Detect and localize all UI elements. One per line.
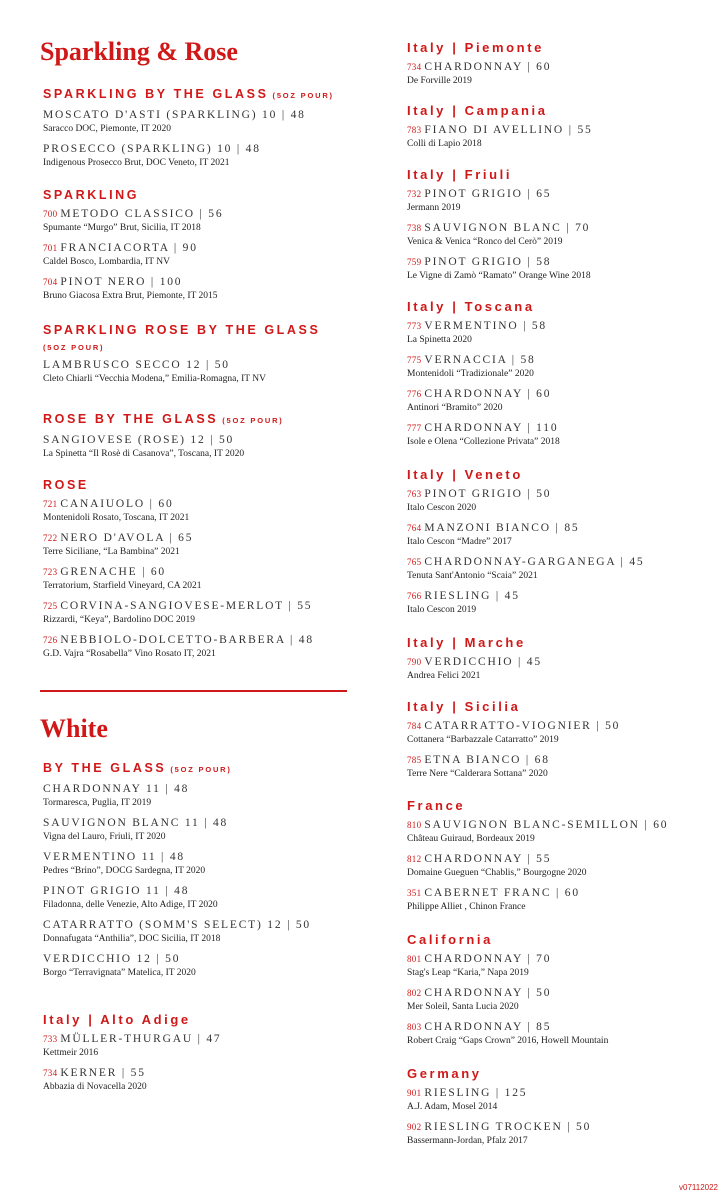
section-divider bbox=[40, 690, 347, 692]
wine-name bbox=[43, 633, 363, 648]
bin-number: 790 bbox=[407, 657, 422, 667]
wine-name-text: NEBBIOLO-DOLCETTO-BARBERA | 48 bbox=[60, 634, 314, 646]
section-heading: Italy | Marche bbox=[407, 635, 526, 650]
wine-item bbox=[407, 1020, 717, 1048]
wine-name bbox=[43, 142, 363, 157]
wine-description: Bruno Giacosa Extra Brut, Piemonte, IT 2015 bbox=[43, 291, 218, 301]
wine-item bbox=[407, 60, 717, 88]
section-veneto bbox=[407, 467, 717, 623]
wine-name bbox=[43, 782, 363, 797]
wine-item bbox=[407, 655, 717, 683]
wine-item bbox=[407, 187, 717, 215]
wine-list bbox=[407, 818, 717, 914]
wine-name bbox=[407, 952, 717, 967]
wine-name-text: MÜLLER-THURGAU | 47 bbox=[60, 1033, 222, 1045]
wine-name bbox=[43, 108, 363, 123]
wine-item bbox=[43, 108, 363, 136]
wine-name bbox=[43, 884, 363, 899]
wine-list bbox=[43, 358, 363, 386]
wine-item bbox=[43, 782, 363, 810]
bin-number: 803 bbox=[407, 1022, 422, 1032]
section-heading: Germany bbox=[407, 1066, 482, 1081]
wine-description: Montenidoli Rosato, Toscana, IT 2021 bbox=[43, 513, 190, 523]
wine-item bbox=[43, 599, 363, 627]
bin-number: 785 bbox=[407, 755, 422, 765]
wine-name-text: CHARDONNAY | 70 bbox=[424, 953, 552, 965]
wine-name bbox=[43, 816, 363, 831]
wine-item bbox=[43, 531, 363, 559]
wine-name-text: SANGIOVESE (ROSE) 12 | 50 bbox=[43, 434, 235, 446]
wine-name-text: LAMBRUSCO SECCO 12 | 50 bbox=[43, 359, 230, 371]
bin-number: 726 bbox=[43, 635, 58, 645]
section-heading: ROSE BY THE GLASS (5OZ POUR) bbox=[43, 412, 284, 426]
section-france bbox=[407, 798, 717, 920]
wine-name-text: CHARDONNAY | 55 bbox=[424, 853, 552, 865]
wine-name-text: PINOT NERO | 100 bbox=[60, 276, 183, 288]
wine-item bbox=[407, 719, 717, 747]
bin-number: 738 bbox=[407, 223, 422, 233]
wine-description: Andrea Felici 2021 bbox=[407, 671, 481, 681]
wine-name-text: CHARDONNAY-GARGANEGA | 45 bbox=[424, 556, 645, 568]
wine-name bbox=[43, 918, 363, 933]
wine-name bbox=[407, 655, 717, 670]
pour-note: (5OZ POUR) bbox=[170, 765, 232, 774]
wine-name-text: VERNACCIA | 58 bbox=[424, 354, 536, 366]
wine-item bbox=[43, 1032, 363, 1060]
wine-name bbox=[43, 433, 363, 448]
wine-item bbox=[407, 255, 717, 283]
section-rose-glass bbox=[43, 411, 363, 467]
wine-name bbox=[407, 886, 717, 901]
wine-list bbox=[43, 497, 363, 661]
wine-name-text: KERNER | 55 bbox=[60, 1067, 146, 1079]
section-friuli bbox=[407, 167, 717, 289]
wine-name-text: MOSCATO D'ASTI (SPARKLING) 10 | 48 bbox=[43, 109, 306, 121]
bin-number: 902 bbox=[407, 1122, 422, 1132]
wine-name bbox=[407, 187, 717, 202]
wine-name-text: GRENACHE | 60 bbox=[60, 566, 166, 578]
wine-description: Cottanera “Barbazzale Catarratto” 2019 bbox=[407, 735, 559, 745]
section-white-by-glass bbox=[43, 760, 363, 986]
section-germany bbox=[407, 1066, 717, 1154]
bin-number: 783 bbox=[407, 125, 422, 135]
wine-name-text: CATARRATTO-VIOGNIER | 50 bbox=[424, 720, 621, 732]
wine-item bbox=[407, 589, 717, 617]
section-heading: Italy | Friuli bbox=[407, 167, 513, 182]
wine-item bbox=[407, 521, 717, 549]
section-heading: SPARKLING BY THE GLASS (5OZ POUR) bbox=[43, 87, 334, 101]
wine-description: Bassermann-Jordan, Pfalz 2017 bbox=[407, 1136, 528, 1146]
wine-name bbox=[43, 531, 363, 546]
wine-item bbox=[43, 142, 363, 170]
wine-item bbox=[43, 497, 363, 525]
section-heading: SPARKLING bbox=[43, 188, 140, 202]
wine-description: La Spinetta “Il Rosè di Casanova”, Toscana, IT 2020 bbox=[43, 449, 245, 459]
wine-name-text: CABERNET FRANC | 60 bbox=[424, 887, 580, 899]
wine-description: Domaine Gueguen “Chablis,” Bourgogne 2020 bbox=[407, 868, 587, 878]
wine-name-text: PINOT GRIGIO | 65 bbox=[424, 188, 552, 200]
bin-number: 766 bbox=[407, 591, 422, 601]
white-title: White bbox=[40, 714, 108, 743]
wine-name-text: METODO CLASSICO | 56 bbox=[60, 208, 224, 220]
bin-number: 721 bbox=[43, 499, 58, 509]
version-code: v07112022 bbox=[679, 1183, 718, 1192]
wine-description: Rizzardi, “Keya”, Bardolino DOC 2019 bbox=[43, 615, 195, 625]
wine-name bbox=[407, 589, 717, 604]
pour-note: (5OZ POUR) bbox=[43, 343, 105, 352]
page-title: Sparkling & Rose bbox=[40, 37, 238, 66]
wine-description: Isole e Olena “Collezione Privata” 2018 bbox=[407, 437, 560, 447]
wine-name-text: NERO D'AVOLA | 65 bbox=[60, 532, 194, 544]
wine-description: Mer Soleil, Santa Lucia 2020 bbox=[407, 1002, 519, 1012]
section-heading: France bbox=[407, 798, 466, 813]
wine-name-text: CORVINA-SANGIOVESE-MERLOT | 55 bbox=[60, 600, 313, 612]
bin-number: 802 bbox=[407, 988, 422, 998]
wine-name-text: MANZONI BIANCO | 85 bbox=[424, 522, 580, 534]
wine-item bbox=[407, 353, 717, 381]
wine-name-text: CANAIUOLO | 60 bbox=[60, 498, 174, 510]
wine-name bbox=[43, 565, 363, 580]
bin-number: 351 bbox=[407, 888, 422, 898]
section-alto-adige bbox=[43, 1012, 363, 1100]
wine-description: Italo Cescon “Madre” 2017 bbox=[407, 537, 512, 547]
bin-number: 801 bbox=[407, 954, 422, 964]
section-rose bbox=[43, 477, 363, 667]
bin-number: 704 bbox=[43, 277, 58, 287]
bin-number: 773 bbox=[407, 321, 422, 331]
wine-item bbox=[407, 221, 717, 249]
bin-number: 763 bbox=[407, 489, 422, 499]
wine-item bbox=[43, 816, 363, 844]
section-heading: Italy | Piemonte bbox=[407, 40, 544, 55]
wine-name bbox=[407, 1120, 717, 1135]
section-campania bbox=[407, 103, 717, 157]
wine-item bbox=[43, 565, 363, 593]
bin-number: 725 bbox=[43, 601, 58, 611]
wine-description: Jermann 2019 bbox=[407, 203, 461, 213]
wine-item bbox=[43, 850, 363, 878]
wine-name bbox=[407, 555, 717, 570]
bin-number: 734 bbox=[43, 1068, 58, 1078]
wine-name-text: CHARDONNAY | 110 bbox=[424, 422, 559, 434]
wine-name-text: RIESLING | 45 bbox=[424, 590, 520, 602]
wine-name bbox=[407, 852, 717, 867]
wine-description: Terre Nere “Calderara Sottana” 2020 bbox=[407, 769, 548, 779]
wine-item bbox=[407, 852, 717, 880]
wine-list bbox=[407, 1086, 717, 1148]
section-piemonte bbox=[407, 40, 717, 94]
wine-item bbox=[43, 433, 363, 461]
wine-item bbox=[407, 555, 717, 583]
wine-item bbox=[407, 387, 717, 415]
wine-description: De Forville 2019 bbox=[407, 76, 472, 86]
wine-item bbox=[407, 753, 717, 781]
wine-name bbox=[407, 123, 717, 138]
wine-description: Borgo “Terravignata” Matelica, IT 2020 bbox=[43, 968, 196, 978]
wine-item bbox=[407, 818, 717, 846]
wine-list bbox=[407, 187, 717, 283]
wine-description: Donnafugata “Anthilia”, DOC Sicilia, IT 2018 bbox=[43, 934, 221, 944]
wine-name bbox=[407, 1020, 717, 1035]
wine-name bbox=[43, 850, 363, 865]
bin-number: 812 bbox=[407, 854, 422, 864]
wine-item bbox=[407, 1120, 717, 1148]
wine-item bbox=[43, 275, 363, 303]
wine-list bbox=[407, 719, 717, 781]
wine-name-text: FIANO DI AVELLINO | 55 bbox=[424, 124, 593, 136]
wine-item bbox=[43, 241, 363, 269]
bin-number: 759 bbox=[407, 257, 422, 267]
bin-number: 776 bbox=[407, 389, 422, 399]
wine-description: Abbazia di Novacella 2020 bbox=[43, 1082, 147, 1092]
wine-item bbox=[407, 319, 717, 347]
wine-description: Indigenous Prosecco Brut, DOC Veneto, IT 2021 bbox=[43, 158, 230, 168]
wine-name bbox=[43, 1066, 363, 1081]
wine-list bbox=[43, 1032, 363, 1094]
wine-description: A.J. Adam, Mosel 2014 bbox=[407, 1102, 498, 1112]
wine-item bbox=[43, 952, 363, 980]
wine-description: Robert Craig “Gaps Crown” 2016, Howell Mountain bbox=[407, 1036, 609, 1046]
section-heading: Italy | Veneto bbox=[407, 467, 523, 482]
wine-name-text: CATARRATTO (SOMM'S SELECT) 12 | 50 bbox=[43, 919, 311, 931]
wine-name bbox=[407, 255, 717, 270]
wine-name bbox=[407, 521, 717, 536]
section-sparkling-rose-glass bbox=[43, 322, 363, 392]
wine-name-text: CHARDONNAY 11 | 48 bbox=[43, 783, 190, 795]
section-heading: BY THE GLASS (5OZ POUR) bbox=[43, 761, 232, 775]
wine-name bbox=[43, 358, 363, 373]
wine-description: La Spinetta 2020 bbox=[407, 335, 472, 345]
wine-item bbox=[407, 123, 717, 151]
section-heading: Italy | Alto Adige bbox=[43, 1012, 191, 1027]
wine-name-text: RIESLING TROCKEN | 50 bbox=[424, 1121, 592, 1133]
wine-name-text: PINOT GRIGIO 11 | 48 bbox=[43, 885, 190, 897]
section-toscana bbox=[407, 299, 717, 455]
wine-description: Kettmeir 2016 bbox=[43, 1048, 99, 1058]
section-sicilia bbox=[407, 699, 717, 787]
pour-note: (5OZ POUR) bbox=[222, 416, 284, 425]
wine-name-text: VERMENTINO 11 | 48 bbox=[43, 851, 185, 863]
wine-name-text: CHARDONNAY | 60 bbox=[424, 61, 552, 73]
section-heading: Italy | Toscana bbox=[407, 299, 535, 314]
wine-description: Le Vigne di Zamò “Ramato” Orange Wine 2018 bbox=[407, 271, 591, 281]
bin-number: 901 bbox=[407, 1088, 422, 1098]
bin-number: 777 bbox=[407, 423, 422, 433]
wine-item bbox=[43, 918, 363, 946]
section-heading: SPARKLING ROSE BY THE GLASS (5OZ POUR) bbox=[43, 323, 321, 352]
wine-name-text: SAUVIGNON BLANC 11 | 48 bbox=[43, 817, 229, 829]
wine-list bbox=[407, 952, 717, 1048]
wine-name bbox=[407, 986, 717, 1001]
wine-name-text: SAUVIGNON BLANC-SEMILLON | 60 bbox=[424, 819, 669, 831]
wine-item bbox=[43, 1066, 363, 1094]
wine-name-text: VERDICCHIO | 45 bbox=[424, 656, 542, 668]
wine-description: Château Guiraud, Bordeaux 2019 bbox=[407, 834, 535, 844]
bin-number: 733 bbox=[43, 1034, 58, 1044]
wine-name bbox=[407, 487, 717, 502]
wine-item bbox=[43, 358, 363, 386]
section-heading: Italy | Campania bbox=[407, 103, 548, 118]
wine-name-text: CHARDONNAY | 85 bbox=[424, 1021, 552, 1033]
wine-name-text: SAUVIGNON BLANC | 70 bbox=[424, 222, 591, 234]
wine-name-text: RIESLING | 125 bbox=[424, 1087, 528, 1099]
wine-list bbox=[43, 782, 363, 980]
wine-list bbox=[43, 108, 363, 170]
wine-description: Caldel Bosco, Lombardia, IT NV bbox=[43, 257, 170, 267]
wine-name bbox=[407, 753, 717, 768]
wine-item bbox=[407, 986, 717, 1014]
wine-description: Filadonna, delle Venezie, Alto Adige, IT 2020 bbox=[43, 900, 218, 910]
section-heading: Italy | Sicilia bbox=[407, 699, 521, 714]
wine-description: Cleto Chiarli “Vecchia Modena,” Emilia-Romagna, IT NV bbox=[43, 374, 267, 384]
wine-item bbox=[43, 207, 363, 235]
wine-description: Terre Siciliane, “La Bambina” 2021 bbox=[43, 547, 180, 557]
section-sparkling bbox=[43, 187, 363, 309]
wine-item bbox=[407, 487, 717, 515]
wine-name bbox=[407, 818, 717, 833]
wine-list bbox=[407, 487, 717, 617]
wine-name bbox=[407, 221, 717, 236]
wine-name bbox=[407, 319, 717, 334]
wine-description: G.D. Vajra “Rosabella” Vino Rosato IT, 2021 bbox=[43, 649, 216, 659]
wine-name-text: PROSECCO (SPARKLING) 10 | 48 bbox=[43, 143, 261, 155]
bin-number: 734 bbox=[407, 62, 422, 72]
wine-name bbox=[43, 952, 363, 967]
wine-description: Spumante “Murgo” Brut, Sicilia, IT 2018 bbox=[43, 223, 201, 233]
wine-list bbox=[407, 60, 717, 88]
wine-description: Terratorium, Starfield Vineyard, CA 2021 bbox=[43, 581, 202, 591]
section-heading: California bbox=[407, 932, 493, 947]
wine-description: Montenidoli “Tradizionale” 2020 bbox=[407, 369, 534, 379]
wine-name-text: CHARDONNAY | 60 bbox=[424, 388, 552, 400]
wine-description: Pedres “Brino”, DOCG Sardegna, IT 2020 bbox=[43, 866, 206, 876]
section-heading: ROSE bbox=[43, 478, 89, 492]
wine-description: Antinori “Bramito” 2020 bbox=[407, 403, 503, 413]
wine-name bbox=[43, 1032, 363, 1047]
wine-name bbox=[407, 1086, 717, 1101]
wine-item bbox=[43, 884, 363, 912]
wine-item bbox=[407, 952, 717, 980]
wine-description: Vigna del Lauro, Friuli, IT 2020 bbox=[43, 832, 166, 842]
wine-name bbox=[407, 421, 717, 436]
wine-name bbox=[407, 60, 717, 75]
wine-item bbox=[43, 633, 363, 661]
wine-description: Italo Cescon 2020 bbox=[407, 503, 477, 513]
wine-item bbox=[407, 886, 717, 914]
wine-description: Saracco DOC, Piemonte, IT 2020 bbox=[43, 124, 172, 134]
wine-name-text: PINOT GRIGIO | 58 bbox=[424, 256, 552, 268]
section-marche bbox=[407, 635, 717, 689]
bin-number: 784 bbox=[407, 721, 422, 731]
wine-name-text: ETNA BIANCO | 68 bbox=[424, 754, 550, 766]
wine-name bbox=[407, 353, 717, 368]
wine-description: Stag's Leap “Karia,” Napa 2019 bbox=[407, 968, 529, 978]
wine-name-text: PINOT GRIGIO | 50 bbox=[424, 488, 552, 500]
wine-list bbox=[407, 123, 717, 151]
wine-description: Philippe Alliet , Chinon France bbox=[407, 902, 526, 912]
wine-name bbox=[43, 241, 363, 256]
section-sparkling-by-glass bbox=[43, 86, 363, 176]
wine-name bbox=[43, 599, 363, 614]
bin-number: 732 bbox=[407, 189, 422, 199]
wine-name-text: VERMENTINO | 58 bbox=[424, 320, 547, 332]
wine-item bbox=[407, 421, 717, 449]
wine-name bbox=[43, 497, 363, 512]
wine-list bbox=[43, 207, 363, 303]
wine-description: Venica & Venica “Ronco del Cerò” 2019 bbox=[407, 237, 563, 247]
wine-description: Colli di Lapio 2018 bbox=[407, 139, 482, 149]
bin-number: 701 bbox=[43, 243, 58, 253]
wine-description: Italo Cescon 2019 bbox=[407, 605, 477, 615]
bin-number: 775 bbox=[407, 355, 422, 365]
bin-number: 765 bbox=[407, 557, 422, 567]
pour-note: (5OZ POUR) bbox=[272, 91, 334, 100]
wine-name bbox=[407, 719, 717, 734]
wine-name-text: VERDICCHIO 12 | 50 bbox=[43, 953, 181, 965]
wine-name-text: FRANCIACORTA | 90 bbox=[60, 242, 198, 254]
bin-number: 764 bbox=[407, 523, 422, 533]
wine-list bbox=[43, 433, 363, 461]
wine-description: Tenuta Sant'Antonio “Scaia” 2021 bbox=[407, 571, 538, 581]
wine-description: Tormaresca, Puglia, IT 2019 bbox=[43, 798, 152, 808]
wine-list bbox=[407, 319, 717, 449]
bin-number: 723 bbox=[43, 567, 58, 577]
bin-number: 810 bbox=[407, 820, 422, 830]
bin-number: 722 bbox=[43, 533, 58, 543]
section-california bbox=[407, 932, 717, 1054]
wine-name bbox=[43, 207, 363, 222]
wine-name bbox=[43, 275, 363, 290]
wine-name-text: CHARDONNAY | 50 bbox=[424, 987, 552, 999]
wine-name bbox=[407, 387, 717, 402]
bin-number: 700 bbox=[43, 209, 58, 219]
wine-item bbox=[407, 1086, 717, 1114]
wine-list bbox=[407, 655, 717, 683]
